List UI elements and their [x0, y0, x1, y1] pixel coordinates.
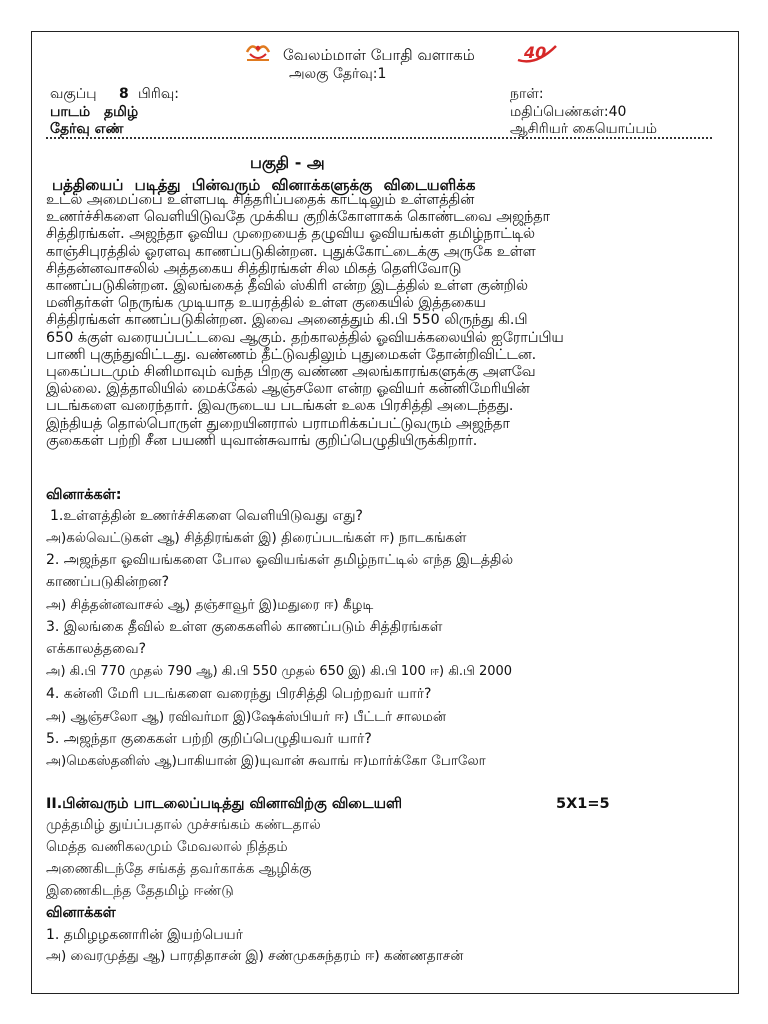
paragraph-line: இல்லை. இத்தாலியில் மைக்கேல் ஆஞ்சலோ என்ற ஓவியர் கன்னிமேரியின்	[46, 381, 530, 398]
dotted-divider	[46, 137, 712, 139]
subject-label: பாடம்	[50, 104, 91, 120]
date-label: நாள்:	[510, 86, 544, 102]
paragraph-line: காஞ்சிபுரத்தில் ஓரளவு காணப்படுகின்றன. புதுக்கோட்டைக்கு அருகே உள்ள	[46, 243, 536, 260]
school-logo-icon	[243, 40, 273, 64]
question-3-options: அ) கி.பி 770 முதல் 790 ஆ) கி.பி 550 முதல் 650 இ) கி.பி 100 ஈ) கி.பி 2000	[46, 664, 513, 679]
question-5-options: அ)மெகஸ்தனிஸ் ஆ)பாகியான் இ)யுவான் சுவாங் ஈ)மார்க்கோ போலோ	[46, 753, 486, 769]
roll-number-label: தேர்வு எண்	[50, 121, 124, 137]
part-b-title: II.பின்வரும் பாடலைப்படித்து வினாவிற்கு விடையளி	[46, 796, 403, 812]
part-b-questions-heading: வினாக்கள்	[46, 905, 116, 921]
question-2-options: அ) சித்தன்னவாசல் ஆ) தஞ்சாவூர் இ)மதுரை ஈ) கீழடி	[46, 597, 374, 613]
paragraph-line: புகைப்படமும் சினிமாவும் வந்த பிறகு வண்ண அலங்காரங்களுக்கு அளவே	[46, 364, 536, 381]
question-2-cont: காணப்படுகின்றன?	[46, 574, 169, 590]
question-5: 5. அஜந்தா குகைகள் பற்றி குறிப்பெழுதியவர் யார்?	[46, 731, 372, 747]
question-2: 2. அஜந்தா ஓவியங்களை போல ஓவியங்கள் தமிழ்நாட்டில் எந்த இடத்தில்	[46, 552, 514, 568]
marks-label: மதிப்பெண்கள்:40	[510, 104, 627, 120]
question-3: 3. இலங்கை தீவில் உள்ள குகைகளில் காணப்படும் சித்திரங்கள்	[46, 619, 443, 635]
part-a-title: பகுதி - அ	[250, 153, 325, 172]
question-3-cont: எக்காலத்தவை?	[46, 641, 147, 657]
paragraph-line: குகைகள் பற்றி சீன பயணி யுவான்சுவாங் குறிப்பெழுதியிருக்கிறார்.	[46, 432, 478, 449]
school-name: வேலம்மாள் போதி வளாகம்	[283, 46, 475, 64]
class-label: வகுப்பு	[50, 86, 97, 102]
part-b-question-1-options: அ) வைரமுத்து ஆ) பாரதிதாசன் இ) சண்முகசுந்தரம் ஈ) கண்ணதாசன்	[46, 948, 464, 964]
subject-value: தமிழ்	[104, 104, 139, 120]
part-b-question-1: 1. தமிழழகனாரின் இயற்பெயர்	[46, 927, 243, 943]
paragraph-line: இந்தியத் தொல்பொருள் துறையினரால் பராமரிக்கப்பட்டுவரும் அஜந்தா	[46, 415, 510, 432]
class-value: 8	[119, 86, 129, 102]
logo-40-text: 40	[524, 43, 547, 62]
paragraph-line: பாணி புகுந்துவிட்டது. வண்ணம் தீட்டுவதிலும் புதுமைகள் தோன்றிவிட்டன.	[46, 346, 537, 363]
comprehension-paragraph	[46, 192, 714, 450]
section-label: பிரிவு:	[138, 86, 179, 102]
paragraph-line: காணப்படுகின்றன. இலங்கைத் தீவில் ஸ்கிரி என்ற இடத்தில் உள்ள குன்றில்	[46, 278, 528, 295]
unit-test-label: அலகு தேர்வு:1	[289, 66, 387, 82]
paragraph-line: சித்திரங்கள். அஜந்தா ஓவிய முறையைத் தழுவிய ஓவியங்கள் தமிழ்நாட்டில்	[46, 226, 535, 243]
anniversary-40-logo-icon	[516, 40, 558, 64]
paragraph-line: உடல் அமைப்பை உள்ளபடி சித்தரிப்பதைக் காட்டிலும் உள்ளத்தின்	[46, 192, 475, 208]
paragraph-line: மனிதர்கள் நெருங்க முடியாத உயரத்தில் உள்ள குகையில் இத்தகைய	[46, 295, 486, 312]
paragraph-line: சித்திரங்கள் காணப்படுகின்றன. இவை அனைத்தும் கி.பி 550 லிருந்து கி.பி	[46, 312, 528, 329]
teacher-signature-label: ஆசிரியர் கையொப்பம்	[510, 121, 658, 137]
question-4: 4. கன்னி மேரி படங்களை வரைந்து பிரசித்தி பெற்றவர் யார்?	[46, 686, 432, 702]
part-b-marks: 5X1=5	[556, 796, 610, 812]
poem-line: மெத்த வணிகலமும் மேவலால் நித்தம்	[46, 839, 288, 855]
question-4-options: அ) ஆஞ்சலோ ஆ) ரவிவர்மா இ)ஷேக்ஸ்பியர் ஈ) பீட்டர் சாலமன்	[46, 709, 446, 725]
poem-line: முத்தமிழ் துய்ப்பதால் முச்சங்கம் கண்டதால்	[46, 817, 321, 833]
paragraph-line: 650 க்குள் வரையப்பட்டவை ஆகும். தற்காலத்தில் ஓவியக்கலையில் ஐரோப்பிய	[46, 329, 564, 346]
paragraph-line: உணர்ச்சிகளை வெளியிடுவதே முக்கிய குறிக்கோளாகக் கொண்டவை அஜந்தா	[46, 209, 551, 226]
questions-heading: வினாக்கள்:	[46, 487, 122, 503]
poem-line: இணைகிடந்த தேதமிழ் ஈண்டு	[46, 883, 234, 899]
poem-line: அணைகிடந்தே சங்கத் தவர்காக்க ஆழிக்கு	[46, 861, 312, 877]
question-1: 1.உள்ளத்தின் உணர்ச்சிகளை வெளியிடுவது எது?	[50, 508, 363, 524]
part-a-instruction: பத்தியைப் படித்து பின்வரும் வினாக்களுக்கு விடையளிக்க	[52, 176, 476, 194]
question-1-options: அ)கல்வெட்டுகள் ஆ) சித்திரங்கள் இ) திரைப்படங்கள் ஈ) நாடகங்கள்	[46, 530, 467, 546]
paragraph-line: சித்தன்னவாசலில் அத்தகைய சித்திரங்கள் சில மிகத் தெளிவோடு	[46, 260, 462, 277]
paragraph-line: படங்களை வரைந்தார். இவருடைய படங்கள் உலக பிரசித்தி அடைந்தது.	[46, 398, 514, 415]
